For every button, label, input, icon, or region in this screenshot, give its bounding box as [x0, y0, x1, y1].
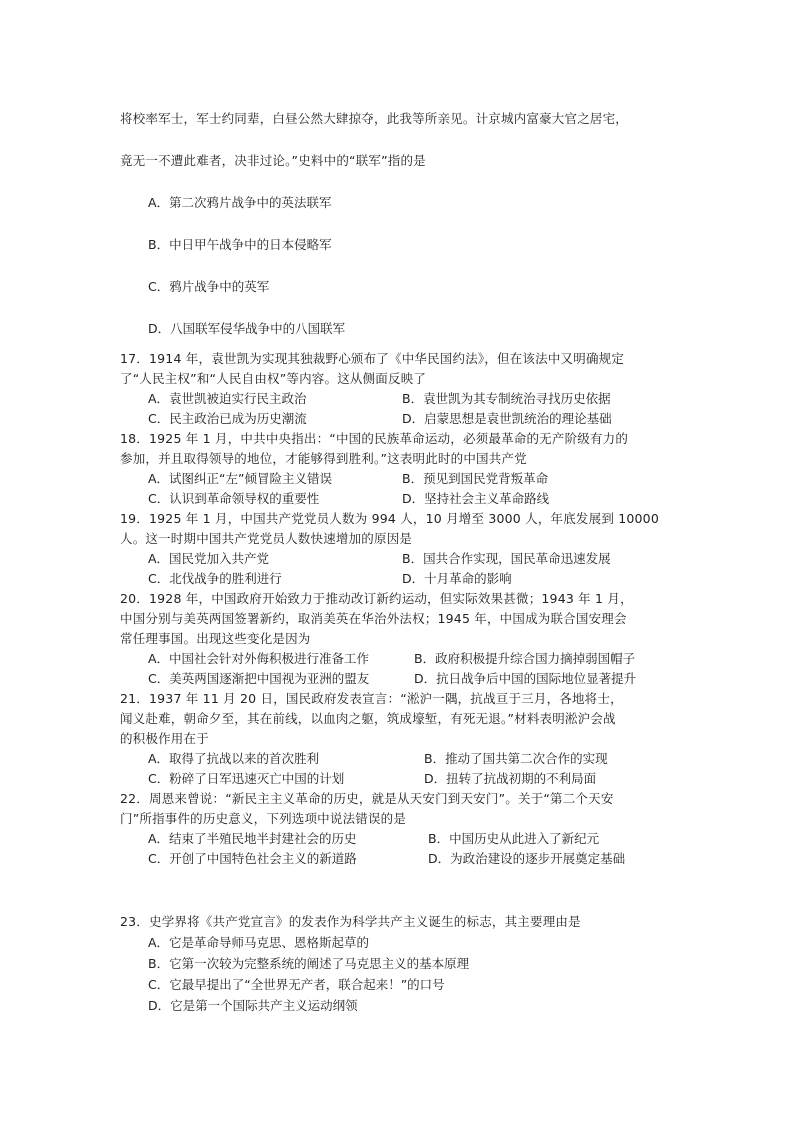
q23-stem-line-1: 23．史学界将《共产党宣言》的发表作为科学共产主义诞生的标志，其主要理由是: [120, 914, 581, 929]
q20-option-a: A．中国社会针对外侮积极进行准备工作: [148, 651, 370, 666]
q22-option-a: A．结束了半殖民地半封建社会的历史: [148, 831, 357, 846]
q21-stem-line-2: 闻义赴难，朝命夕至，其在前线，以血肉之躯，筑成壕堑，有死无退。”材料表明淞沪会战: [120, 711, 616, 726]
q17-stem-line-1: 17．1914 年，袁世凯为实现其独裁野心颁布了《中华民国约法》，但在该法中又明确规定: [120, 351, 625, 366]
q20-stem-line-1: 20．1928 年，中国政府开始致力于推动改订新约运动，但实际效果甚微；1943 年 1 月，: [120, 591, 633, 606]
q23-option-d: D．它是第一个国际共产主义运动纲领: [148, 998, 358, 1013]
q18-option-d: D．坚持社会主义革命路线: [402, 491, 550, 506]
q20-option-c: C．美英两国逐渐把中国视为亚洲的盟友: [148, 671, 370, 686]
q23-option-b: B．它第一次较为完整系统的阐述了马克思主义的基本原理: [148, 956, 470, 971]
q16-option-c: C．鸦片战争中的英军: [148, 279, 270, 294]
q16-option-d: D．八国联军侵华战争中的八国联军: [148, 321, 346, 336]
q17-option-d: D．启蒙思想是袁世凯统治的理论基础: [402, 411, 612, 426]
q20-option-d: D．抗日战争后中国的国际地位显著提升: [414, 671, 637, 686]
q21-stem-line-3: 的积极作用在于: [120, 731, 209, 746]
q21-stem-line-1: 21．1937 年 11 月 20 日，国民政府发表宣言：“淞沪一隅，抗战亘于三月，各地将士，: [120, 691, 623, 706]
q21-option-a: A．取得了抗战以来的首次胜利: [148, 751, 320, 766]
q18-option-a: A．试图纠正“左”倾冒险主义错误: [148, 471, 333, 486]
q18-option-c: C．认识到革命领导权的重要性: [148, 491, 320, 506]
q19-stem-line-1: 19．1925 年 1 月，中国共产党党员人数为 994 人，10 月增至 3000 人，年底发展到 10000: [120, 511, 659, 526]
q18-stem-line-2: 参加，并且取得领导的地位，才能够得到胜利。”这表明此时的中国共产党: [120, 451, 527, 466]
q17-option-b: B．袁世凯为其专制统治寻找历史依据: [402, 391, 611, 406]
q19-stem-line-2: 人。这一时期中国共产党党员人数快速增加的原因是: [120, 531, 413, 546]
q16-option-b: B．中日甲午战争中的日本侵略军: [148, 237, 332, 252]
q17-option-a: A．袁世凯被迫实行民主政治: [148, 391, 307, 406]
q16-stem-line-2: 竟无一不遭此难者，决非过论。”史料中的“联军”指的是: [120, 153, 426, 168]
q20-stem-line-3: 常任理事国。出现这些变化是因为: [120, 631, 311, 646]
q17-option-c: C．民主政治已成为历史潮流: [148, 411, 307, 426]
q21-option-b: B．推动了国共第二次合作的实现: [424, 751, 608, 766]
q17-stem-line-2: 了“人民主权”和“人民自由权”等内容。这从侧面反映了: [120, 371, 427, 386]
q19-option-b: B．国共合作实现，国民革命迅速发展: [402, 551, 611, 566]
q18-stem-line-1: 18．1925 年 1 月，中共中央指出：“中国的民族革命运动，必须最革命的无产阶级有力的: [120, 431, 629, 446]
q22-stem-line-2: 门”所指事件的历史意义，下列选项中说法错误的是: [120, 811, 407, 826]
q23-option-a: A．它是革命导师马克思、恩格斯起草的: [148, 935, 370, 950]
q21-option-d: D．扭转了抗战初期的不利局面: [424, 771, 597, 786]
q22-option-b: B．中国历史从此进入了新纪元: [428, 831, 600, 846]
q16-option-a: A．第二次鸦片战争中的英法联军: [148, 195, 332, 210]
q19-option-d: D．十月革命的影响: [402, 571, 512, 586]
q20-stem-line-2: 中国分别与美英两国签署新约，取消美英在华治外法权；1945 年，中国成为联合国安理会: [120, 611, 627, 626]
q19-option-a: A．国民党加入共产党: [148, 551, 270, 566]
q23-option-c: C．它最早提出了“全世界无产者，联合起来！”的口号: [148, 977, 445, 992]
q22-option-d: D．为政治建设的逐步开展奠定基础: [428, 851, 626, 866]
q18-option-b: B．预见到国民党背叛革命: [402, 471, 549, 486]
q16-stem-line-1: 将校率军士，军士约同辈，白昼公然大肆掠夺，此我等所亲见。计京城内富豪大官之居宅，: [120, 111, 629, 126]
q22-option-c: C．开创了中国特色社会主义的新道路: [148, 851, 357, 866]
q20-option-b: B．政府积极提升综合国力摘掉弱国帽子: [414, 651, 636, 666]
q19-option-c: C．北伐战争的胜利进行: [148, 571, 282, 586]
q21-option-c: C．粉碎了日军迅速灭亡中国的计划: [148, 771, 345, 786]
q22-stem-line-1: 22．周恩来曾说：“新民主主义革命的历史，就是从天安门到天安门”。关于“第二个天安: [120, 791, 614, 806]
